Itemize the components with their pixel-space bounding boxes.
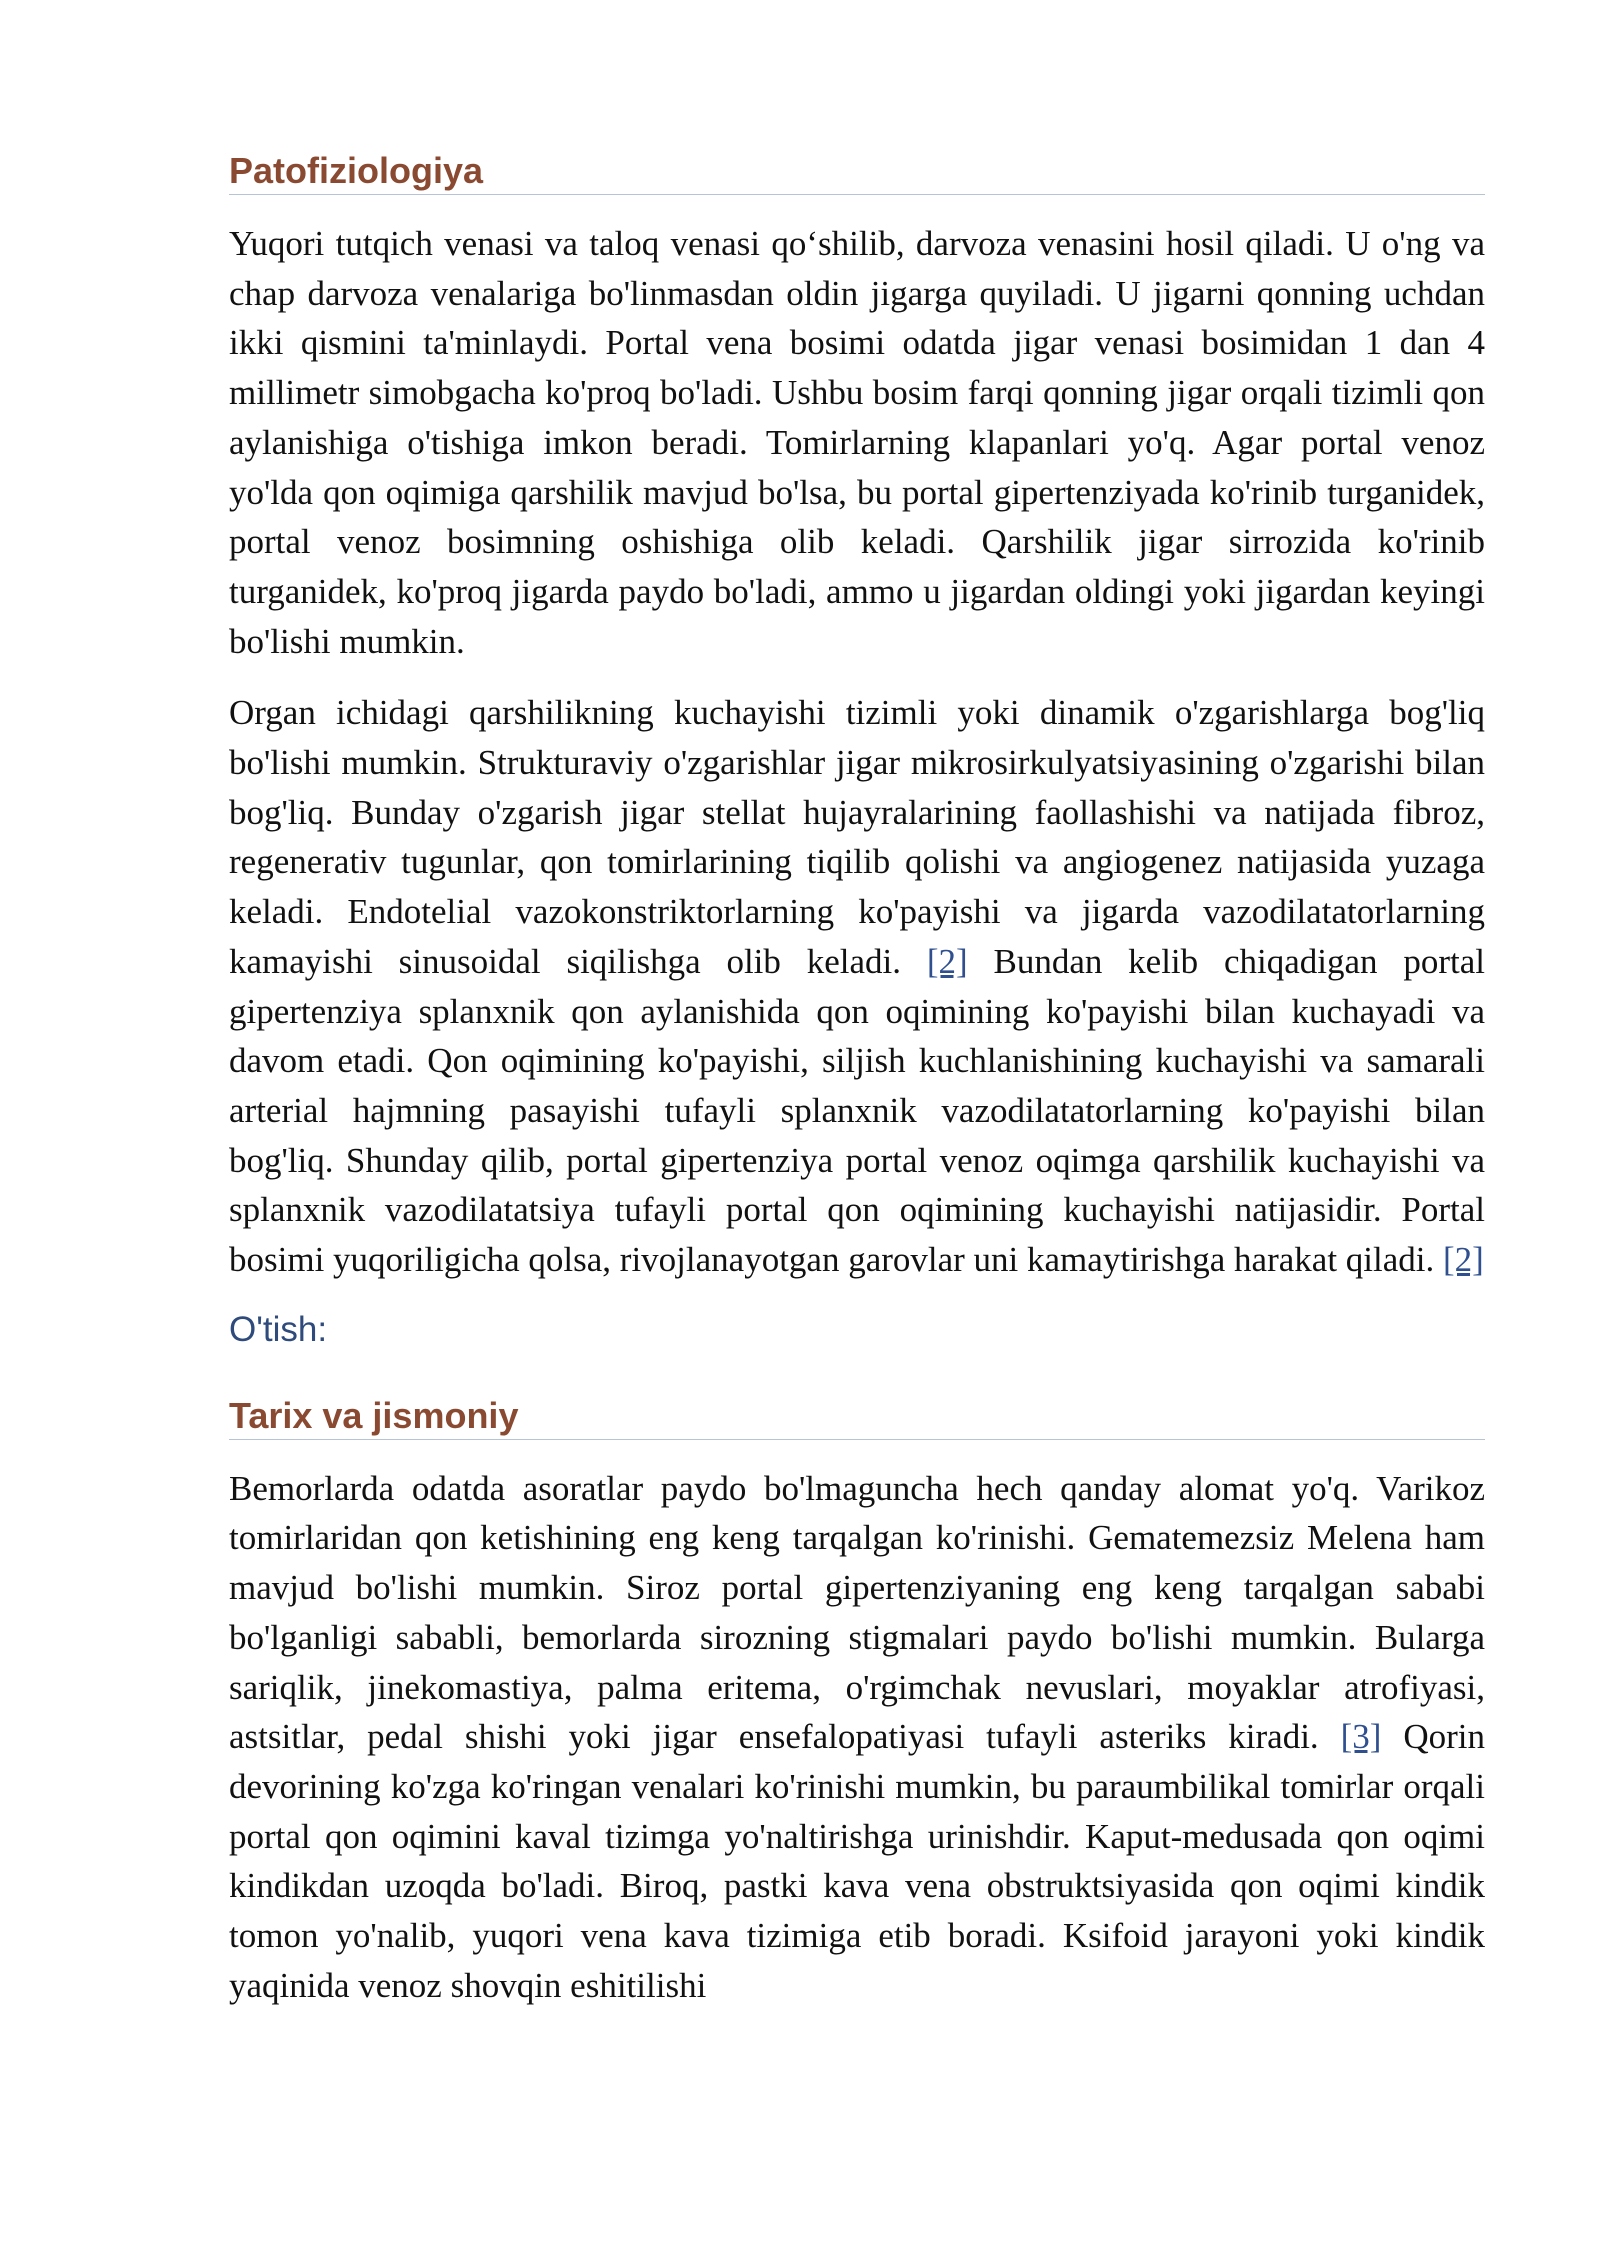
reference-link-2b[interactable]: [2]	[1443, 1240, 1484, 1280]
document-page	[229, 150, 1485, 2011]
paragraph-text: Bemorlarda odatda asoratlar paydo bo'lmaguncha hech qanday alomat yo'q. Varikoz tomirlaridan qon ketishining eng keng tarqalgan ko'rinishi. Gematemezsiz Melena ham mavjud bo'lishi mumkin. Siroz portal gipertenziyaning eng keng tarqalgan sababi bo'lganligi sababli, bemorlarda sirozning stigmalari paydo bo'lishi mumkin. Bularga sariqlik, jinekomastiya, palma eritema, o'rgimchak nevuslari, moyaklar atrofiyasi, astsitlar, pedal shishi yoki jigar ensefalopatiyasi tufayli asteriks kiradi.	[229, 1468, 1485, 1757]
paragraph-history	[229, 1464, 1485, 2011]
paragraph-text: Bundan kelib chiqadigan portal gipertenziya splanxnik qon aylanishida qon oqimining ko'payishi bilan kuchayadi va davom etadi. Qon oqimining ko'payishi, siljish kuchlanishining kuchayishi va samarali arterial hajmning pasayishi tufayli splanxnik vazodilatatorlarning ko'payishi bilan bog'liq. Shunday qilib, portal gipertenziya portal venoz oqimga qarshilik kuchayishi va splanxnik vazodilatatsiya tufayli portal qon oqimining kuchayishi natijasidir. Portal bosimi yuqoriligicha qolsa, rivojlanayotgan garovlar uni kamaytirishga harakat qiladi.	[229, 941, 1485, 1280]
paragraph-text: Qorin devorining ko'zga ko'ringan venalari ko'rinishi mumkin, bu paraumbilikal tomirlar orqali portal qon oqimini kaval tizimga yo'naltirishga urinishdir. Kaput-medusada qon oqimi kindikdan uzoqda bo'ladi. Biroq, pastki kava vena obstruktsiyasida qon oqimi kindik tomon yo'nalib, yuqori vena kava tizimiga etib boradi. Ksifoid jarayoni yoki kindik yaqinida venoz shovqin eshitilishi	[229, 1717, 1486, 2005]
paragraph-text: Yuqori tutqich venasi va taloq venasi qo‘shilib, darvoza venasini hosil qiladi. U o'ng va chap darvoza venalariga bo'linmasdan oldin jigarga quyiladi. U jigarni qonning uchdan ikki qismini ta'minlaydi. Portal vena bosimi odatda jigar venasi bosimidan 1 dan 4 millimetr simobgacha ko'proq bo'ladi. Ushbu bosim farqi qonning jigar orqali tizimli qon aylanishiga o'tishiga imkon beradi. Tomirlarning klapanlari yo'q. Agar portal venoz yo'lda qon oqimiga qarshilik mavjud bo'lsa, bu portal gipertenziyada ko'rinib turganidek, portal venoz bosimning oshishiga olib keladi. Qarshilik jigar sirrozida ko'rinib turganidek, ko'proq jigarda paydo bo'ladi, ammo u jigardan oldingi yoki jigardan keyingi bo'lishi mumkin.	[229, 224, 1485, 661]
reference-link-2a[interactable]: [2]	[926, 941, 968, 981]
transition-label: O'tish:	[229, 1309, 328, 1349]
paragraph-pathophysiology-1	[229, 219, 1485, 666]
section-heading-pathophysiology: Patofiziologiya	[229, 150, 1485, 195]
paragraph-text: Organ ichidagi qarshilikning kuchayishi tizimli yoki dinamik o'zgarishlarga bog'liq bo'lishi mumkin. Strukturaviy o'zgarishlar jigar mikrosirkulyatsiyasining o'zgarishi bilan bog'liq. Bunday o'zgarish jigar stellat hujayralarining faollashishi va natijada fibroz, regenerativ tugunlar, qon tomirlarining tiqilib qolishi va angiogenez natijasida yuzaga keladi. Endotelial vazokonstriktorlarning ko'payishi va jigarda vazodilatatorlarning kamayishi sinusoidal siqilishga olib keladi.	[229, 693, 1485, 981]
section-heading-history: Tarix va jismoniy	[229, 1395, 1485, 1440]
reference-link-3[interactable]: [3]	[1340, 1717, 1382, 1757]
paragraph-pathophysiology-2	[229, 688, 1485, 1284]
